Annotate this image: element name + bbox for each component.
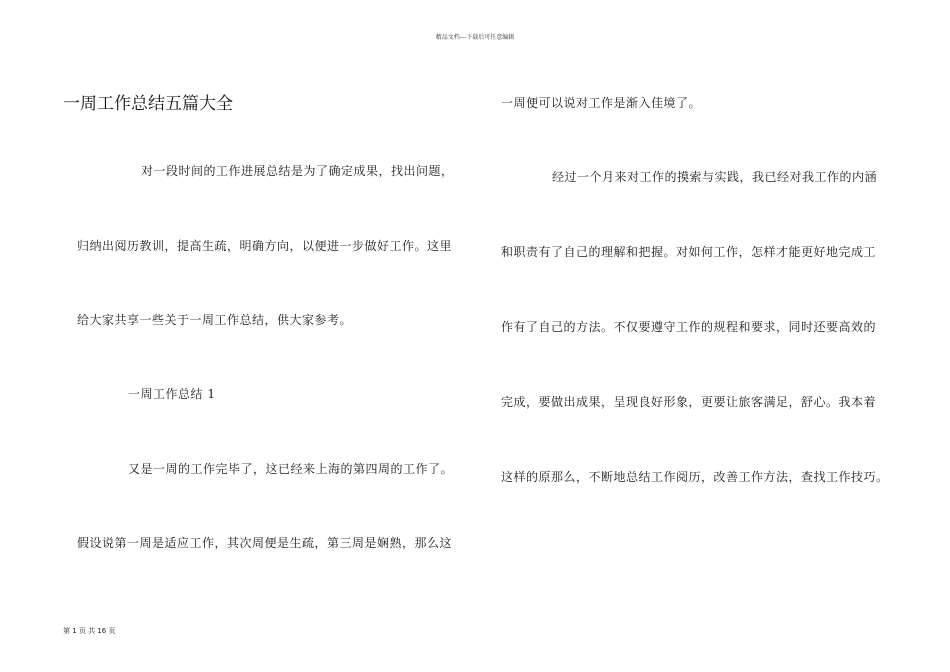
document-title: 一周工作总结五篇大全 [63,94,233,114]
page-header: 精品文档---下载后可任意编辑 [435,34,515,41]
paragraph-line: 给大家共享一些关于一周工作总结，供大家参考。 [77,313,353,327]
paragraph-line: 完成，要做出成果，呈现良好形象，更要让旅客满足，舒心。我本着 [501,395,877,409]
section-heading: 一周工作总结 1 [128,387,216,401]
paragraph-line: 这样的原那么，不断地总结工作阅历，改善工作方法，查找工作技巧。 [501,470,889,484]
paragraph-line: 假设说第一周是适应工作，其次周便是生疏，第三周是娴熟，那么这 [77,536,453,550]
paragraph-line: 对一段时间的工作进展总结是为了确定成果，找出问题， [141,164,454,178]
paragraph-line: 经过一个月来对工作的摸索与实践，我已经对我工作的内涵 [552,170,878,184]
paragraph-line: 又是一周的工作完毕了，这已经来上海的第四周的工作了。 [128,462,454,476]
paragraph-line: 和职责有了自己的理解和把握。对如何工作，怎样才能更好地完成工 [501,245,877,259]
page-number: 第 1 页 共 16 页 [63,627,116,635]
paragraph-line: 一周便可以说对工作是渐入佳境了。 [501,96,702,110]
paragraph-line: 归纳出阅历教训，提高生疏，明确方向，以便进一步做好工作。这里 [77,239,453,253]
paragraph-line: 作有了自己的方法。不仅要遵守工作的规程和要求，同时还要高效的 [501,320,877,334]
